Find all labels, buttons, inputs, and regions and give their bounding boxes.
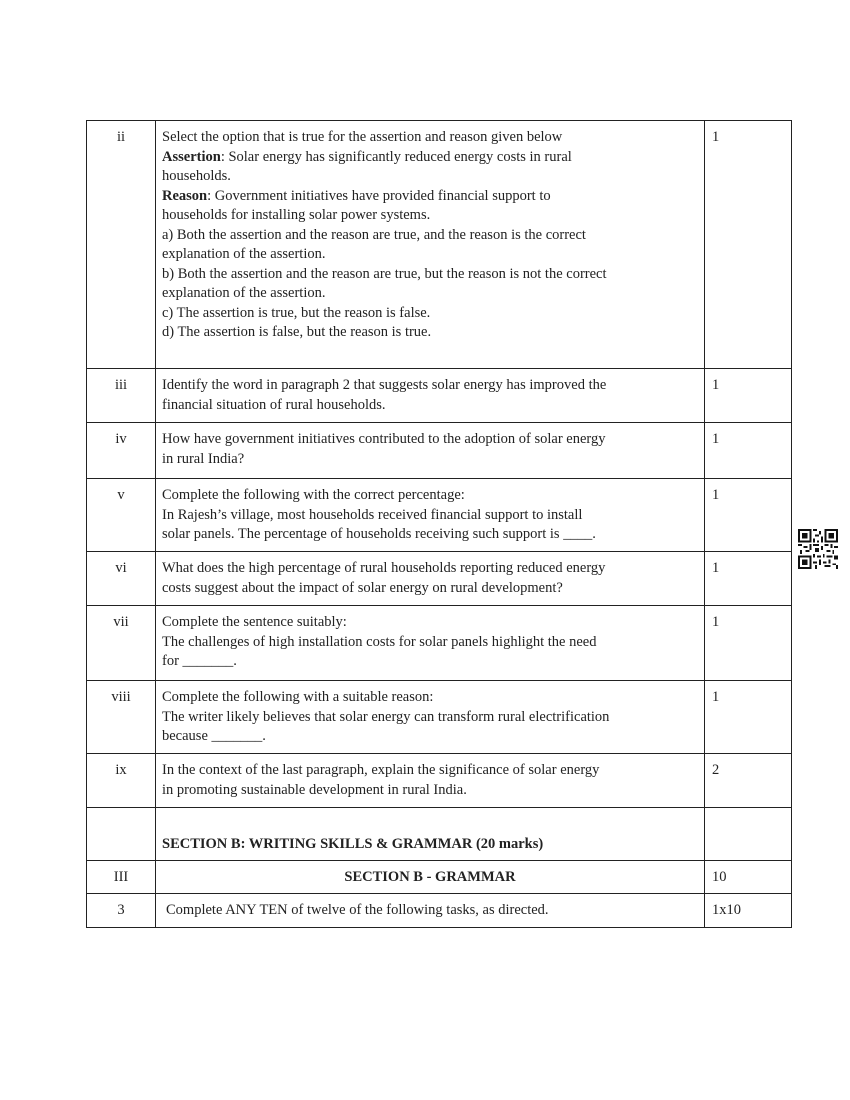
task-text: Complete ANY TEN of twelve of the following tasks, as directed.	[156, 894, 705, 928]
question-marks: 2	[705, 754, 792, 808]
qr-code-icon	[798, 529, 838, 569]
grammar-heading: SECTION B - GRAMMAR	[156, 861, 705, 894]
question-row-iv	[87, 423, 792, 479]
question-row-ii	[87, 121, 792, 369]
question-marks: 1	[705, 681, 792, 754]
option-d: d) The assertion is false, but the reason is true.	[162, 324, 432, 340]
question-marks: 1	[705, 606, 792, 681]
task-row	[87, 894, 792, 928]
question-text: How have government initiatives contributed to the adoption of solar energy in rural India?	[156, 423, 705, 479]
question-text: Select the option that is true for the assertion and reason given below Assertion: Solar energy has significantly reduced energy costs in rural households. Reason: Government initiatives have provided financial support to households for installing solar power systems. a) Both the assertion and the reason are true, and the reason is the correct explanation of the assertion. b) Both the assertion and the reason are true, but the reason is not the correct explanation of the assertion. c) The assertion is true, but the reason is false. d) The assertion is false, but the reason is true.	[156, 121, 705, 369]
task-number: 3	[87, 894, 156, 928]
question-row-viii	[87, 681, 792, 754]
question-row-vii	[87, 606, 792, 681]
section-b-row	[87, 808, 792, 861]
assertion-label: Assertion	[162, 148, 221, 165]
question-text: Complete the following with a suitable reason: The writer likely believes that solar energy can transform rural electrification because _______.	[156, 681, 705, 754]
grammar-number: III	[87, 861, 156, 894]
question-number: ii	[87, 121, 156, 369]
option-b: b) Both the assertion and the reason are true, but the reason is not the correct	[162, 265, 607, 282]
question-number: v	[87, 479, 156, 552]
question-number: vi	[87, 552, 156, 606]
reason-label: Reason	[162, 187, 208, 204]
question-row-v	[87, 479, 792, 552]
question-text: Identify the word in paragraph 2 that suggests solar energy has improved the financial situation of rural households.	[156, 369, 705, 423]
question-text: In the context of the last paragraph, explain the significance of solar energy in promoting sustainable development in rural India.	[156, 754, 705, 808]
task-marks: 1x10	[705, 894, 792, 928]
question-table	[86, 120, 792, 928]
question-marks: 1	[705, 552, 792, 606]
question-number: vii	[87, 606, 156, 681]
grammar-marks: 10	[705, 861, 792, 894]
question-marks: 1	[705, 479, 792, 552]
question-text: Complete the following with the correct percentage: In Rajesh’s village, most households received financial support to install solar panels. The percentage of households receiving such support is ____.	[156, 479, 705, 552]
option-c: c) The assertion is true, but the reason is false.	[162, 304, 431, 321]
grammar-row	[87, 861, 792, 894]
question-marks: 1	[705, 121, 792, 369]
section-b-heading: SECTION B: WRITING SKILLS & GRAMMAR (20 marks)	[162, 835, 544, 852]
question-text: Complete the sentence suitably: The challenges of high installation costs for solar panels highlight the need for _______.	[156, 606, 705, 681]
question-number: iv	[87, 423, 156, 479]
question-number: ix	[87, 754, 156, 808]
question-row-vi	[87, 552, 792, 606]
question-number: iii	[87, 369, 156, 423]
question-marks: 1	[705, 423, 792, 479]
option-a: a) Both the assertion and the reason are true, and the reason is the correct	[162, 226, 586, 243]
question-marks: 1	[705, 369, 792, 423]
question-number: viii	[87, 681, 156, 754]
question-row-iii	[87, 369, 792, 423]
question-row-ix	[87, 754, 792, 808]
question-text: What does the high percentage of rural households reporting reduced energy costs suggest about the impact of solar energy on rural development?	[156, 552, 705, 606]
